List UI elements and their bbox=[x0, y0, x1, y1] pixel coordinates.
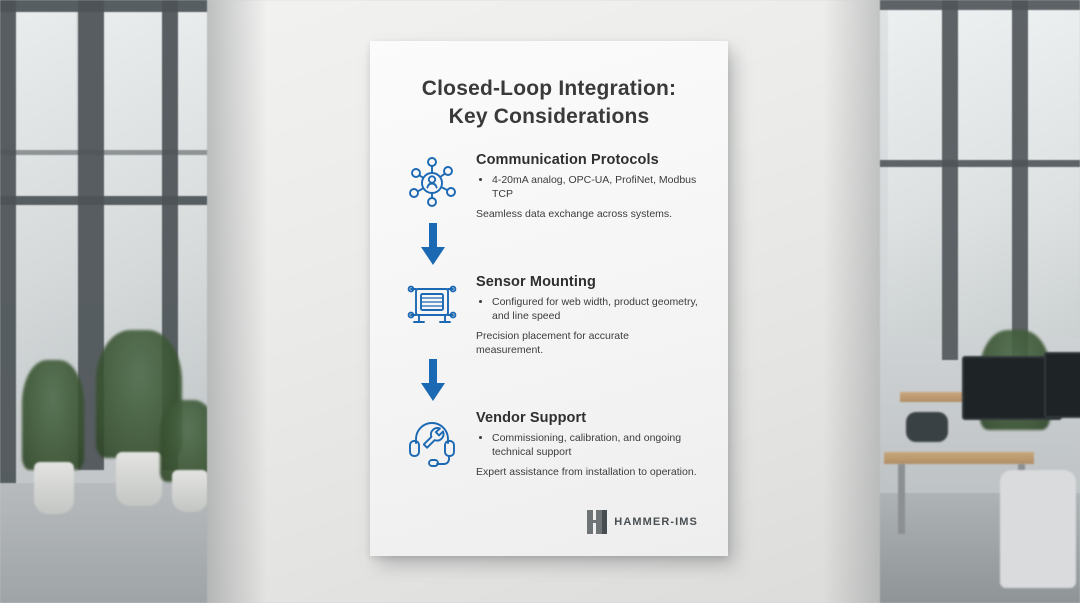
headset-wrench-support-icon bbox=[400, 407, 464, 473]
bullet-item: • Configured for web width, product geometry, and line speed bbox=[492, 295, 698, 323]
poster-title-line-2: Key Considerations bbox=[448, 104, 650, 128]
poster-title bbox=[400, 75, 698, 131]
flow-arrow-1-wrapper bbox=[400, 223, 698, 269]
section-body bbox=[476, 149, 698, 221]
hammer-ims-logo-mark-icon bbox=[587, 510, 607, 534]
section-note: Expert assistance from installation to operation. bbox=[476, 466, 697, 479]
flow-arrow-2-wrapper bbox=[400, 359, 698, 405]
wall-shadow-left bbox=[207, 0, 267, 603]
office-chair-1 bbox=[1000, 470, 1076, 588]
bullet-item: • 4-20mA analog, OPC-UA, ProfiNet, Modbus TCP bbox=[492, 173, 698, 201]
section-body bbox=[476, 271, 698, 357]
plant-pot-1 bbox=[34, 462, 74, 514]
section-note: Precision placement for accurate measurement. bbox=[476, 330, 629, 357]
section-heading: Communication Protocols bbox=[476, 151, 659, 168]
section-note: Seamless data exchange across systems. bbox=[476, 207, 673, 220]
section-heading: Sensor Mounting bbox=[476, 274, 596, 291]
section-bullets bbox=[476, 431, 698, 459]
section-communication-protocols bbox=[400, 149, 698, 221]
sensor-mount-frame-icon bbox=[400, 271, 464, 337]
section-vendor-support bbox=[400, 407, 698, 479]
section-bullets bbox=[476, 295, 698, 323]
section-bullets bbox=[476, 173, 698, 201]
poster-title-line-1: Closed-Loop Integration: bbox=[421, 77, 677, 100]
office-chair-2 bbox=[906, 412, 948, 442]
plant-pot-2 bbox=[116, 452, 162, 506]
brand-logo bbox=[587, 510, 698, 534]
network-nodes-icon bbox=[400, 149, 464, 215]
section-heading: Vendor Support bbox=[476, 410, 587, 427]
sections-list bbox=[400, 149, 698, 480]
brand-name: HAMMER-IMS bbox=[614, 516, 698, 528]
plant-left-1 bbox=[22, 360, 84, 470]
wall-shadow-right bbox=[823, 0, 883, 603]
bullet-item: • Commissioning, calibration, and ongoing technical support bbox=[492, 431, 698, 459]
desk-front bbox=[884, 452, 1034, 464]
section-sensor-mounting bbox=[400, 271, 698, 357]
poster bbox=[370, 41, 728, 556]
down-arrow-icon bbox=[418, 223, 448, 269]
desk-leg-1 bbox=[898, 464, 905, 534]
monitor-2 bbox=[1044, 352, 1080, 418]
down-arrow-icon bbox=[418, 359, 448, 405]
section-body bbox=[476, 407, 698, 479]
plant-pot-3 bbox=[172, 470, 208, 512]
